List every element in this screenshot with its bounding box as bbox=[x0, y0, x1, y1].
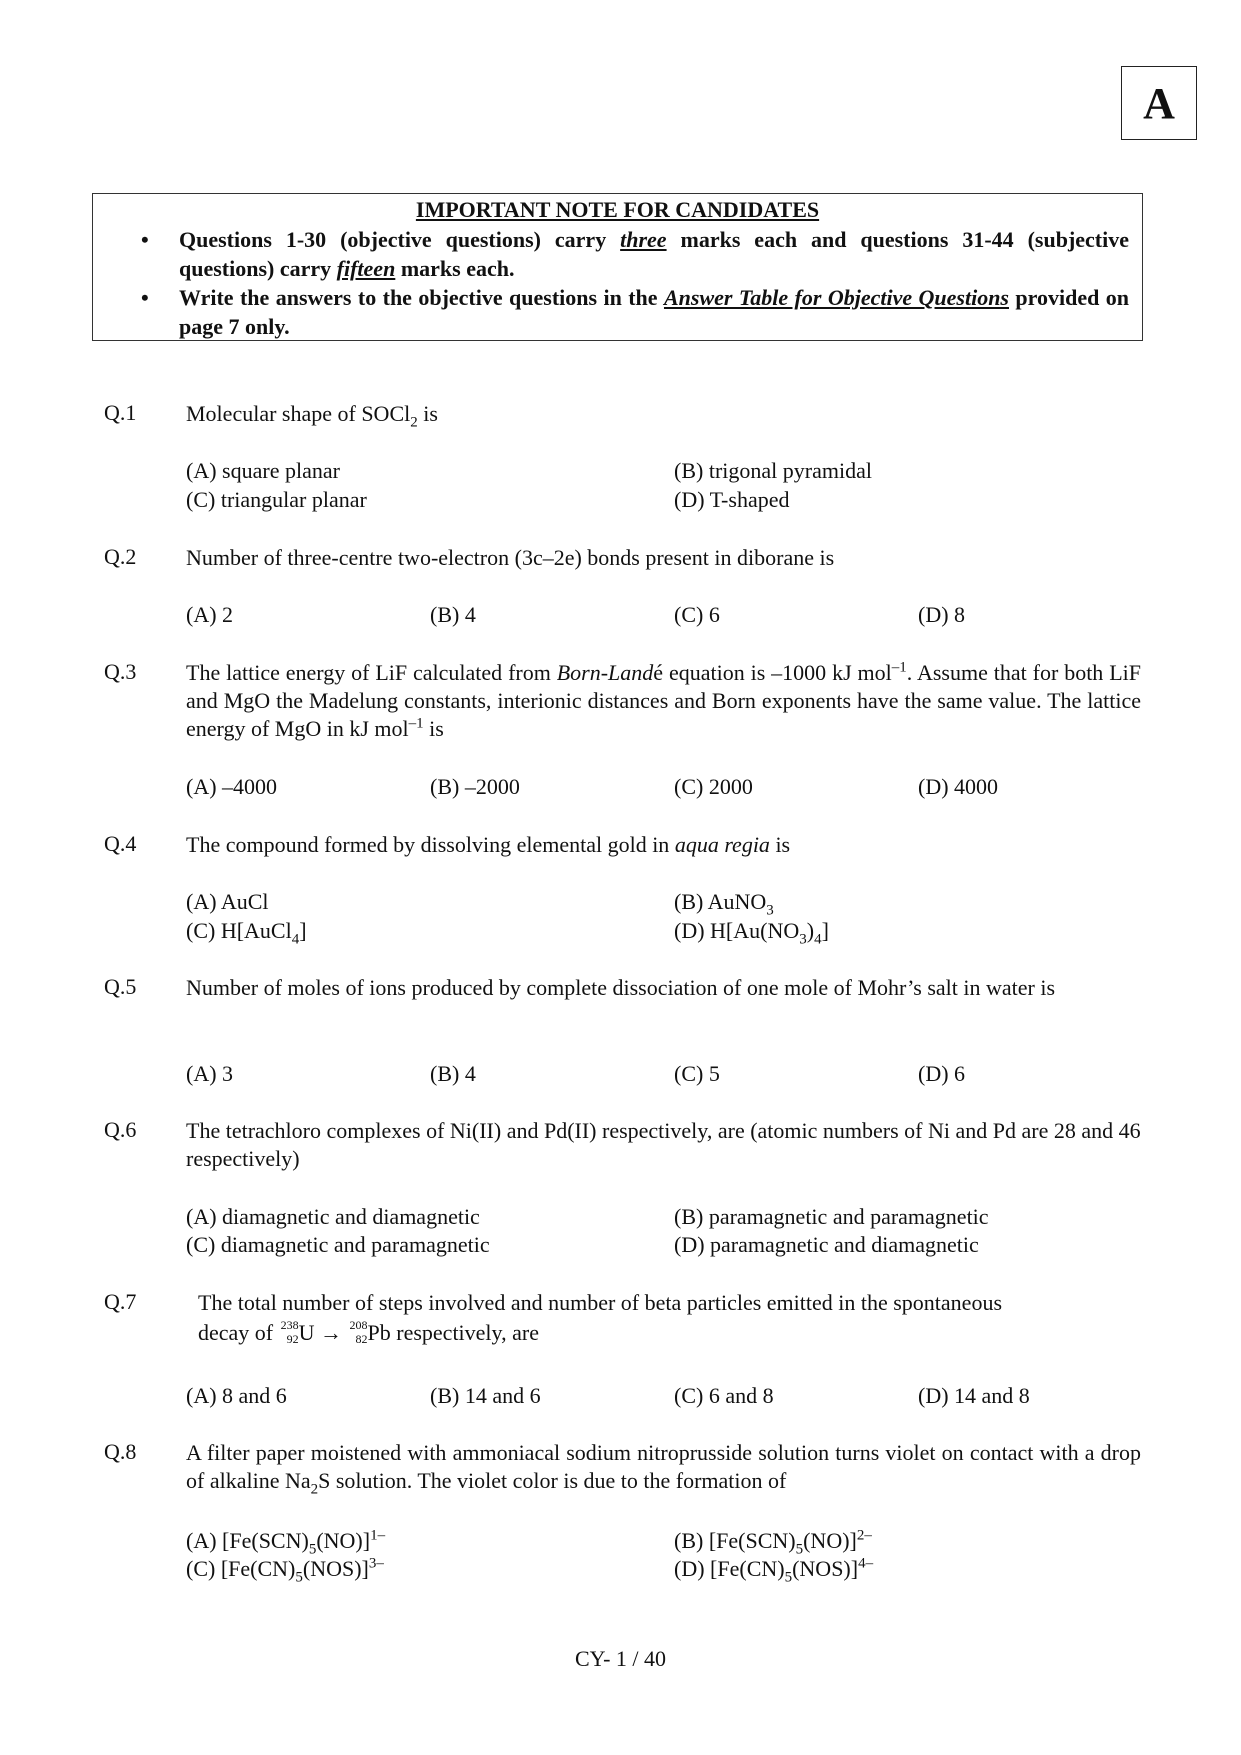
question-text: The total number of steps involved and number of beta particles emitted in the spontaneous decay of 238 92 U → 208 82 Pb respectively, are bbox=[198, 1289, 1128, 1349]
question-text: Number of three-centre two-electron (3c–2e) bonds present in diborane is bbox=[186, 545, 835, 570]
question-number: Q.8 bbox=[104, 1439, 137, 1464]
option-c: (C) H[AuCl$_4$] bbox=[186, 918, 307, 948]
question-text: The compound formed by dissolving elemental gold in aqua regia is bbox=[186, 832, 791, 857]
option-b: (B) trigonal pyramidal bbox=[674, 458, 872, 483]
option-b: (B) 4 bbox=[430, 602, 476, 627]
note-item-answer-table: • Write the answers to the objective questions in the Answer Table for Objective Questions provided on page 7 only. bbox=[141, 285, 1129, 339]
question-number: Q.3 bbox=[104, 659, 137, 684]
option-c: (C) 5 bbox=[674, 1061, 720, 1086]
option-c: (C) 2000 bbox=[674, 774, 753, 799]
option-d: (D) 6 bbox=[918, 1061, 966, 1086]
option-a: (A) $[Fe(SCN)_5(NO)]^{1-}$ bbox=[186, 1527, 386, 1558]
option-a: (A) 8 and 6 bbox=[186, 1383, 287, 1408]
nuclide-uranium: 238 92 bbox=[280, 1317, 299, 1346]
bullet-icon: • bbox=[141, 227, 149, 252]
question-number: Q.2 bbox=[104, 544, 137, 569]
option-d: (D) T-shaped bbox=[674, 487, 790, 512]
important-note-box bbox=[92, 193, 1143, 341]
question-number: Q.1 bbox=[104, 400, 137, 425]
option-b: (B) paramagnetic and paramagnetic bbox=[674, 1204, 989, 1229]
option-b: (B) 14 and 6 bbox=[430, 1383, 541, 1408]
note-title: IMPORTANT NOTE FOR CANDIDATES bbox=[415, 197, 820, 222]
option-d: (D) 14 and 8 bbox=[918, 1383, 1030, 1408]
option-a: (A) AuCl bbox=[186, 889, 269, 914]
bullet-icon: • bbox=[141, 285, 149, 310]
option-a: (A) square planar bbox=[186, 458, 340, 483]
option-c: (C) triangular planar bbox=[186, 487, 367, 512]
question-text: The tetrachloro complexes of Ni(II) and Pd(II) respectively, are (atomic numbers of Ni and Pd are 28 and 46 respectively) bbox=[186, 1118, 1141, 1171]
question-text: The lattice energy of LiF calculated from Born-Landé equation is –1000 kJ mol$^{-1}$. Assume that for both LiF and MgO the Madelung constants, interionic distances and Born exponents have the same value. The lattice energy of MgO in kJ mol$^{-1}$ is bbox=[186, 659, 1141, 741]
option-a: (A) diamagnetic and diamagnetic bbox=[186, 1204, 480, 1229]
question-text: A filter paper moistened with ammoniacal sodium nitroprusside solution turns violet on contact with a drop of alkaline $Na_2S$ solution. The violet color is due to the formation of bbox=[186, 1440, 1141, 1498]
nuclide-lead: 208 82 bbox=[349, 1317, 368, 1346]
option-a: (A) –4000 bbox=[186, 774, 278, 799]
question-text: Molecular shape of SOCl$_2$ is bbox=[186, 401, 438, 431]
option-a: (A) 2 bbox=[186, 602, 234, 627]
option-d: (D) $H[Au(NO_3)_4]$ bbox=[674, 918, 829, 948]
option-d: (D) $[Fe(CN)_5(NOS)]^{4-}$ bbox=[674, 1555, 874, 1586]
option-b: (B) AuNO$_3$ bbox=[674, 889, 774, 919]
option-c: (C) diamagnetic and paramagnetic bbox=[186, 1232, 490, 1257]
note-item-marks: • Questions 1-30 (objective questions) carry three marks each and questions 31-44 (subjective questions) carry fifteen marks each. bbox=[141, 227, 1129, 281]
option-a: (A) 3 bbox=[186, 1061, 234, 1086]
question-text: Number of moles of ions produced by complete dissociation of one mole of Mohr’s salt in water is bbox=[186, 975, 1056, 1000]
question-number: Q.4 bbox=[104, 831, 137, 856]
option-c: (C) 6 bbox=[674, 602, 720, 627]
option-d: (D) 4000 bbox=[918, 774, 999, 799]
option-c: (C) $[Fe(CN)_5(NOS)]^{3-}$ bbox=[186, 1555, 384, 1586]
question-number: Q.7 bbox=[104, 1289, 137, 1314]
option-d: (D) paramagnetic and diamagnetic bbox=[674, 1232, 979, 1257]
question-number: Q.6 bbox=[104, 1117, 137, 1142]
option-b: (B) 4 bbox=[430, 1061, 476, 1086]
option-c: (C) 6 and 8 bbox=[674, 1383, 774, 1408]
paper-set-label: A bbox=[1121, 66, 1197, 140]
question-number: Q.5 bbox=[104, 974, 137, 999]
page-footer: CY- 1 / 40 bbox=[574, 1646, 667, 1671]
option-d: (D) 8 bbox=[918, 602, 966, 627]
option-b: (B) –2000 bbox=[430, 774, 520, 799]
option-b: (B) $[Fe(SCN)_5(NO)]^{2-}$ bbox=[674, 1527, 872, 1558]
